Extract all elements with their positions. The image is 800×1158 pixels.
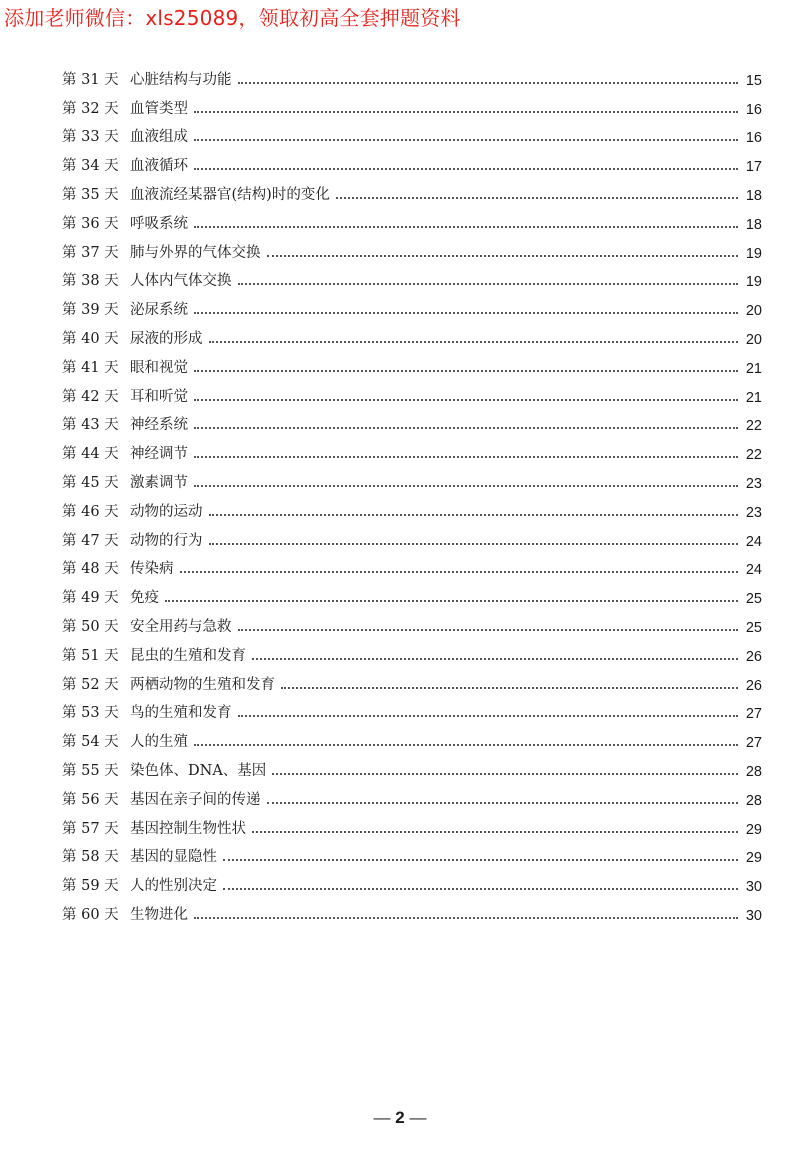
toc-page-number: 17	[745, 159, 762, 176]
dot-leader	[238, 628, 738, 631]
toc-day-label: 第 44 天	[62, 446, 119, 463]
toc-entry-title: 心脏结构与功能	[130, 71, 232, 88]
dot-leader	[194, 455, 738, 458]
toc-page-number: 19	[745, 274, 762, 291]
toc-day-label: 第 40 天	[62, 330, 119, 347]
toc-entry-title: 安全用药与急救	[130, 618, 232, 635]
dot-leader	[209, 340, 738, 343]
toc-entry-title: 激素调节	[130, 474, 188, 491]
toc-day-label: 第 46 天	[62, 503, 119, 520]
page-number: 2	[395, 1108, 405, 1127]
toc-entry-title: 尿液的形成	[130, 330, 203, 347]
toc-day-label: 第 33 天	[62, 129, 119, 146]
dot-leader	[252, 657, 738, 660]
toc-page-number: 21	[745, 389, 762, 406]
toc-row[interactable]	[62, 146, 762, 175]
toc-page-number: 27	[745, 706, 762, 723]
dot-leader	[238, 282, 738, 285]
toc-row[interactable]	[62, 60, 762, 89]
toc-day-label: 第 31 天	[62, 71, 119, 88]
toc-page-number: 20	[745, 303, 762, 320]
toc-page-number: 18	[745, 187, 762, 204]
toc-page-number: 26	[745, 677, 762, 694]
dot-leader	[336, 196, 738, 199]
toc-page-number: 28	[745, 792, 762, 809]
dot-leader	[272, 772, 738, 775]
dot-leader	[252, 830, 738, 833]
toc-row[interactable]	[62, 204, 762, 233]
toc-entry-title: 鸟的生殖和发育	[130, 705, 232, 722]
dot-leader	[194, 167, 738, 170]
toc-page-number: 30	[745, 879, 762, 896]
dot-leader	[194, 916, 738, 919]
toc-day-label: 第 39 天	[62, 302, 119, 319]
dot-leader	[194, 225, 738, 228]
toc-row[interactable]	[62, 578, 762, 607]
toc-day-label: 第 32 天	[62, 100, 119, 117]
toc-row[interactable]	[62, 492, 762, 521]
toc-day-label: 第 49 天	[62, 590, 119, 607]
toc-row[interactable]	[62, 809, 762, 838]
toc-day-label: 第 43 天	[62, 417, 119, 434]
toc-day-label: 第 42 天	[62, 388, 119, 405]
toc-day-label: 第 60 天	[62, 906, 119, 923]
toc-page-number: 22	[745, 418, 762, 435]
toc-day-label: 第 51 天	[62, 647, 119, 664]
toc-day-label: 第 36 天	[62, 215, 119, 232]
dot-leader	[180, 570, 738, 573]
toc-entry-title: 呼吸系统	[130, 215, 188, 232]
dot-leader	[223, 858, 738, 861]
toc-page-number: 20	[745, 331, 762, 348]
toc-day-label: 第 45 天	[62, 474, 119, 491]
toc-entry-title: 免疫	[130, 590, 159, 607]
toc-entry-title: 血液组成	[130, 129, 188, 146]
toc-page-number: 16	[745, 101, 762, 118]
dot-leader	[238, 714, 738, 717]
dot-leader	[281, 686, 738, 689]
toc-page-number: 30	[745, 907, 762, 924]
toc-entry-title: 耳和听觉	[130, 388, 188, 405]
toc-day-label: 第 54 天	[62, 734, 119, 751]
table-of-contents	[62, 60, 762, 924]
toc-entry-title: 泌尿系统	[130, 302, 188, 319]
toc-day-label: 第 55 天	[62, 762, 119, 779]
toc-row[interactable]	[62, 665, 762, 694]
dot-leader	[267, 801, 738, 804]
dot-leader	[194, 426, 738, 429]
toc-day-label: 第 58 天	[62, 849, 119, 866]
dot-leader	[194, 369, 738, 372]
toc-page-number: 22	[745, 447, 762, 464]
toc-day-label: 第 59 天	[62, 878, 119, 895]
toc-row[interactable]	[62, 348, 762, 377]
toc-page-number: 29	[745, 850, 762, 867]
toc-entry-title: 人的生殖	[130, 734, 188, 751]
toc-entry-title: 传染病	[130, 561, 174, 578]
toc-entry-title: 基因控制生物性状	[130, 820, 246, 837]
toc-row[interactable]	[62, 722, 762, 751]
toc-page-number: 19	[745, 245, 762, 262]
toc-entry-title: 昆虫的生殖和发育	[130, 647, 246, 664]
dot-leader	[194, 311, 738, 314]
toc-row[interactable]	[62, 780, 762, 809]
toc-row[interactable]	[62, 463, 762, 492]
toc-row[interactable]	[62, 636, 762, 665]
toc-entry-title: 生物进化	[130, 906, 188, 923]
toc-entry-title: 血液流经某器官(结构)时的变化	[130, 186, 330, 203]
toc-page-number: 25	[745, 591, 762, 608]
toc-entry-title: 肺与外界的气体交换	[130, 244, 261, 261]
toc-row[interactable]	[62, 290, 762, 319]
toc-entry-title: 神经系统	[130, 417, 188, 434]
toc-day-label: 第 52 天	[62, 676, 119, 693]
toc-row[interactable]	[62, 550, 762, 579]
toc-entry-title: 血液循环	[130, 158, 188, 175]
toc-row[interactable]	[62, 434, 762, 463]
toc-day-label: 第 47 天	[62, 532, 119, 549]
toc-entry-title: 动物的运动	[130, 503, 203, 520]
dot-leader	[209, 513, 738, 516]
dot-leader	[223, 887, 738, 890]
toc-day-label: 第 38 天	[62, 273, 119, 290]
dot-leader	[194, 743, 738, 746]
footer-dash-left: —	[373, 1108, 391, 1127]
toc-day-label: 第 53 天	[62, 705, 119, 722]
toc-row[interactable]	[62, 521, 762, 550]
toc-page-number: 29	[745, 821, 762, 838]
toc-entry-title: 眼和视觉	[130, 359, 188, 376]
toc-day-label: 第 48 天	[62, 561, 119, 578]
toc-entry-title: 神经调节	[130, 446, 188, 463]
toc-row[interactable]	[62, 838, 762, 867]
toc-day-label: 第 57 天	[62, 820, 119, 837]
toc-page-number: 18	[745, 216, 762, 233]
toc-entry-title: 基因在亲子间的传递	[130, 791, 261, 808]
toc-page-number: 15	[745, 72, 762, 89]
toc-page-number: 24	[745, 533, 762, 550]
toc-entry-title: 人的性别决定	[130, 878, 217, 895]
toc-row[interactable]	[62, 406, 762, 435]
toc-row[interactable]	[62, 866, 762, 895]
toc-page-number: 25	[745, 619, 762, 636]
toc-page-number: 27	[745, 735, 762, 752]
toc-row[interactable]	[62, 377, 762, 406]
toc-page-number: 23	[745, 475, 762, 492]
toc-page-number: 28	[745, 763, 762, 780]
toc-entry-title: 两栖动物的生殖和发育	[130, 676, 275, 693]
toc-entry-title: 人体内气体交换	[130, 273, 232, 290]
toc-row[interactable]	[62, 751, 762, 780]
dot-leader	[194, 484, 738, 487]
dot-leader	[238, 81, 738, 84]
watermark-text: 添加老师微信：xls25089，领取初高全套押题资料	[4, 6, 461, 30]
toc-day-label: 第 50 天	[62, 618, 119, 635]
toc-entry-title: 血管类型	[130, 100, 188, 117]
footer-dash-right: —	[409, 1108, 427, 1127]
toc-page-number: 16	[745, 130, 762, 147]
toc-day-label: 第 34 天	[62, 158, 119, 175]
dot-leader	[194, 138, 738, 141]
toc-page-number: 24	[745, 562, 762, 579]
page-footer	[0, 1108, 800, 1128]
dot-leader	[165, 599, 738, 602]
toc-row[interactable]	[62, 694, 762, 723]
toc-entry-title: 动物的行为	[130, 532, 203, 549]
toc-day-label: 第 56 天	[62, 791, 119, 808]
toc-row[interactable]	[62, 233, 762, 262]
toc-row[interactable]	[62, 319, 762, 348]
toc-page-number: 21	[745, 360, 762, 377]
toc-row[interactable]	[62, 895, 762, 924]
toc-row[interactable]	[62, 89, 762, 118]
toc-day-label: 第 35 天	[62, 186, 119, 203]
dot-leader	[209, 542, 738, 545]
toc-day-label: 第 37 天	[62, 244, 119, 261]
toc-row[interactable]	[62, 607, 762, 636]
toc-page-number: 26	[745, 648, 762, 665]
toc-entry-title: 基因的显隐性	[130, 849, 217, 866]
toc-row[interactable]	[62, 118, 762, 147]
dot-leader	[194, 110, 738, 113]
toc-row[interactable]	[62, 175, 762, 204]
dot-leader	[267, 254, 738, 257]
toc-row[interactable]	[62, 262, 762, 291]
dot-leader	[194, 398, 738, 401]
toc-day-label: 第 41 天	[62, 359, 119, 376]
toc-entry-title: 染色体、DNA、基因	[130, 762, 267, 779]
toc-page-number: 23	[745, 504, 762, 521]
